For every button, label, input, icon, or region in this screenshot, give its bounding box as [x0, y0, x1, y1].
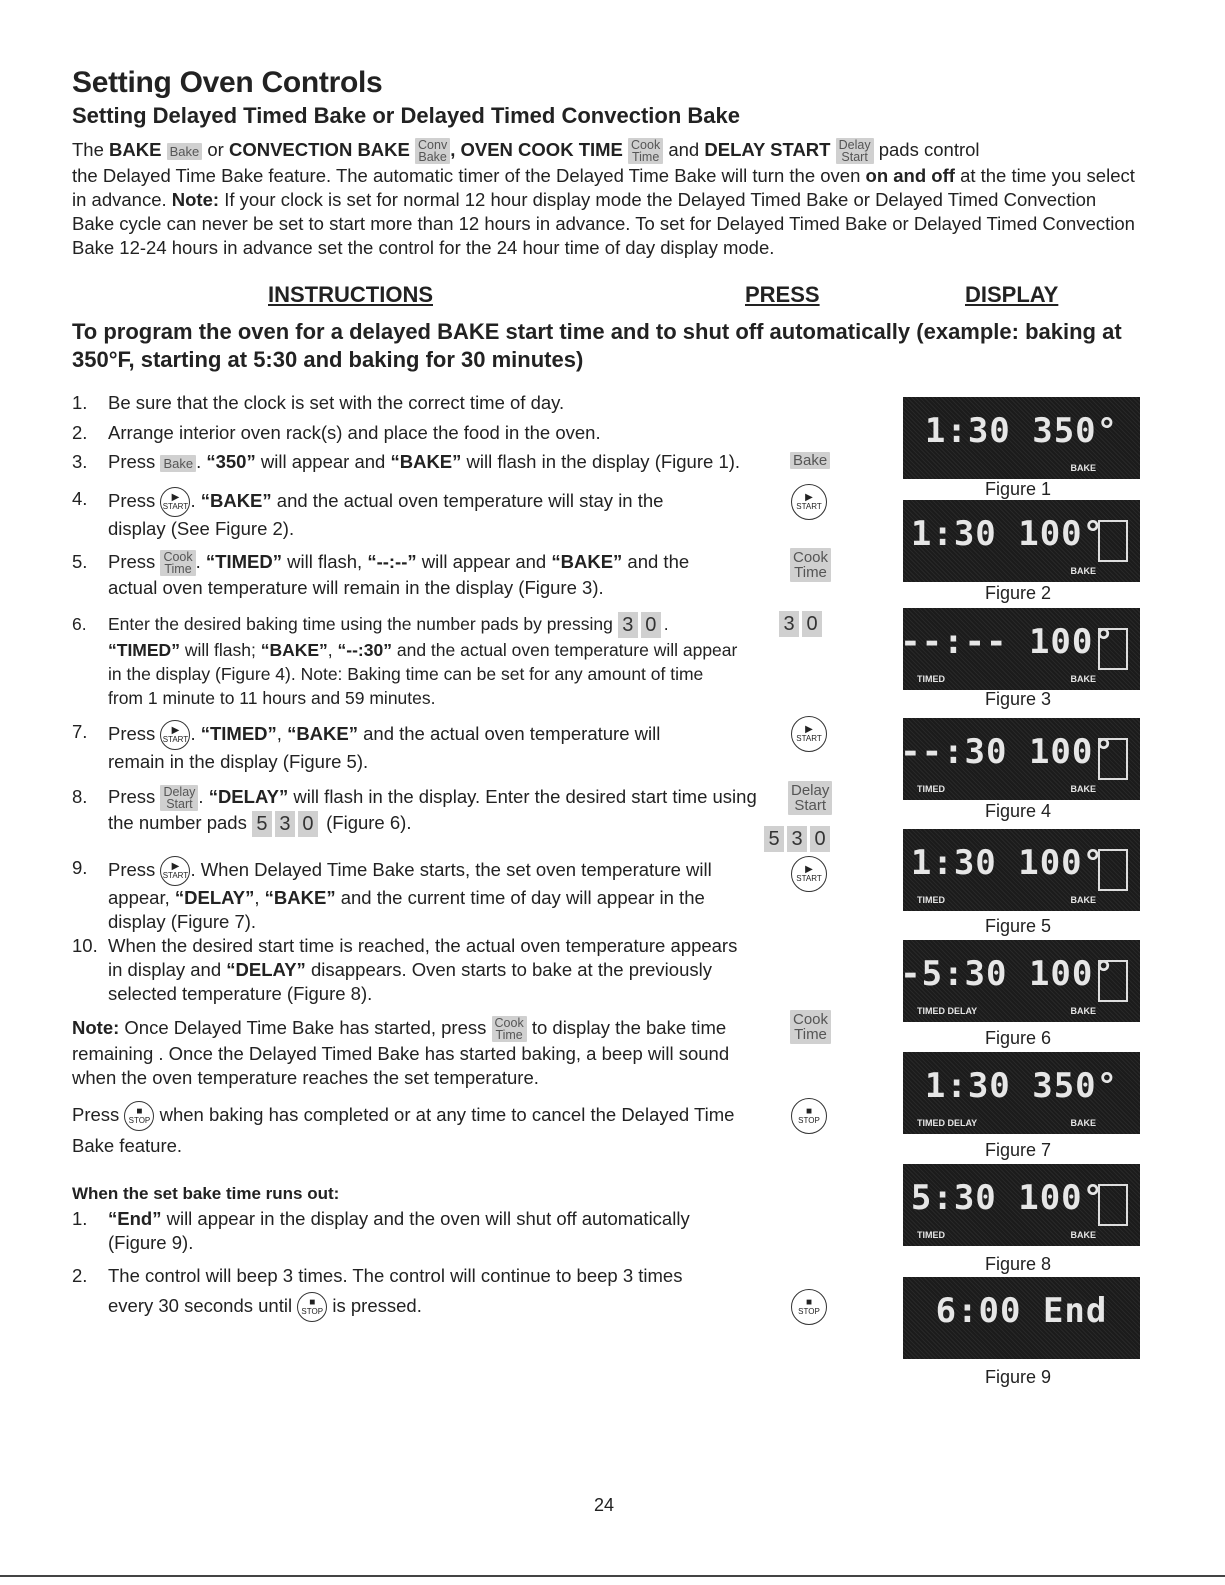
stop-paragraph: Press ■ STOP when baking has completed or at any time to cancel the Delayed Time Bake feature. — [72, 1100, 752, 1161]
cook-time-pad-icon: Cook Time — [492, 1016, 527, 1042]
intro-paragraph — [72, 138, 1142, 260]
intro-note-label: Note: — [171, 189, 220, 211]
intro-bake: BAKE — [109, 139, 162, 160]
number-pad-0: 0 — [641, 612, 661, 638]
step-2: 2. Arrange interior oven rack(s) and place the food in the oven. — [72, 422, 601, 443]
intro-onoff: on and off — [865, 165, 955, 187]
instructions-header: INSTRUCTIONS — [268, 282, 433, 307]
step-4: 4. Press ▶ START . “BAKE” and the actual oven temperature will stay in the display (See Figure 2). — [72, 488, 664, 539]
step-5: 5. Press Cook Time . “TIMED” will flash, “--:--” will appear and “BAKE” and the actual oven temperature will remain in the display (Figure 3). — [72, 550, 690, 599]
press-start-button[interactable]: ▶ START — [791, 716, 827, 752]
page-number: 24 — [594, 1495, 615, 1515]
runs-out-heading: When the set bake time runs out: — [72, 1184, 340, 1203]
press-header: PRESS — [745, 282, 820, 307]
number-pad-0: 0 — [298, 811, 318, 837]
runs-out-item-2: 2. The control will beep 3 times. The control will continue to beep 3 times every 30 seconds until ■ STOP is pressed. — [72, 1261, 732, 1322]
display-figure-5: 1:30 100° TIMED BAKE — [903, 829, 1140, 911]
stop-icon: ■ STOP — [124, 1101, 154, 1131]
press-stop-button[interactable]: ■ STOP — [791, 1289, 827, 1325]
intro-text: at the time you select in advance. — [72, 165, 1135, 211]
display-figure-4: --:30 100° TIMED BAKE — [903, 718, 1140, 800]
press-start-button[interactable]: ▶ START — [791, 484, 827, 520]
delay-start-pad-icon: Delay Start — [160, 785, 198, 811]
number-pad-5: 5 — [252, 811, 272, 837]
start-icon: ▶ START — [160, 487, 190, 517]
step-3: 3. Press Bake . “350” will appear and “BAKE” will flash in the display (Figure 1). — [72, 451, 741, 472]
intro-text: pads control — [878, 139, 980, 160]
figure-7-caption: Figure 7 — [985, 1140, 1052, 1160]
figure-2-caption: Figure 2 — [985, 583, 1052, 603]
display-figure-2: 1:30 100° BAKE — [903, 500, 1140, 582]
step-6: 6. Enter the desired baking time using the number pads by pressing 3 0 . “TIMED” will flash; “BAKE”, “--:30” and the actual oven temperature will appear in the display (Figure 4). Note: Baking time can be set for any amount of time from 1 minute to 11 hours and 59 minutes. — [72, 614, 738, 709]
number-pad-3: 3 — [275, 811, 295, 837]
step-9: 9. Press ▶ START . When Delayed Time Bake starts, the set oven temperature will appear, “DELAY”, “BAKE” and the current time of day will appear in the display (Figure 7). — [72, 857, 712, 932]
cook-time-pad-icon: Cook Time — [628, 138, 663, 164]
figure-3-caption: Figure 3 — [985, 689, 1052, 709]
intro-text: or — [207, 139, 224, 160]
program-heading: To program the oven for a delayed BAKE start time and to shut off automatically (example: baking at 350°F, starting at 5:30 and baking for 30 minutes) — [72, 319, 1122, 372]
figure-1-caption: Figure 1 — [985, 479, 1052, 499]
intro-conv: CONVECTION BAKE — [228, 139, 410, 160]
figure-6-caption: Figure 6 — [985, 1028, 1052, 1048]
intro-text: and — [668, 139, 700, 160]
intro-text: The — [72, 139, 104, 160]
display-figure-9: 6:00 End — [903, 1277, 1140, 1359]
display-figure-6: -5:30 100° TIMED DELAY BAKE — [903, 940, 1140, 1022]
intro-text: the Delayed Time Bake feature. The automatic timer of the Delayed Time Bake will turn the oven — [72, 165, 861, 187]
figure-9-caption: Figure 9 — [985, 1367, 1052, 1387]
figure-5-caption: Figure 5 — [985, 916, 1052, 936]
cook-time-pad-icon: Cook Time — [160, 550, 195, 576]
start-icon: ▶ START — [160, 856, 190, 886]
press-delay-start-pad[interactable]: Delay Start — [788, 781, 832, 815]
bake-pad-icon: Bake — [167, 143, 203, 160]
section-subtitle: Setting Delayed Timed Bake or Delayed Timed Convection Bake — [72, 103, 740, 128]
display-header: DISPLAY — [965, 282, 1059, 307]
display-figure-1: 1:30 350° BAKE — [903, 397, 1140, 479]
start-icon: ▶ START — [160, 720, 190, 750]
intro-text: If your clock is set for normal 12 hour display mode the Delayed Timed Bake or Delayed Timed Convection Bake cycle can never be set to start more than 12 hours in advance. To set for Delayed Timed Bake or Delayed Timed Convection Bake 12-24 hours in advance set the control for the 24 hour time of day display mode. — [72, 189, 1135, 259]
step-8: 8. Press Delay Start . “DELAY” will flash in the display. Enter the desired start time using the number pads 5 3 0 (Figure 6). — [72, 785, 757, 836]
note-paragraph: Note: Once Delayed Time Bake has started, press Cook Time to display the bake time remaining . Once the Delayed Timed Bake has started baking, a beep will sound when the oven temperature reaches the set temperature. — [72, 1016, 730, 1089]
step-1: 1. Be sure that the clock is set with the correct time of day. — [72, 392, 565, 413]
number-pad-3: 3 — [618, 612, 638, 638]
conv-bake-pad-icon: Conv Bake — [415, 138, 450, 164]
step-7: 7. Press ▶ START . “TIMED”, “BAKE” and the actual oven temperature will remain in the display (Figure 5). — [72, 721, 661, 772]
step-10: 10. When the desired start time is reached, the actual oven temperature appears in display and “DELAY” disappears. Oven starts to bake at the previously selected temperature (Figure 8). — [72, 935, 738, 1004]
intro-delay: DELAY START — [704, 139, 831, 160]
press-cook-time-pad[interactable]: Cook Time — [790, 1010, 831, 1044]
stop-icon: ■ STOP — [297, 1292, 327, 1322]
display-figure-3: --:-- 100° TIMED BAKE — [903, 608, 1140, 690]
press-number-pads-530[interactable]: 5 3 0 — [764, 826, 833, 852]
figure-4-caption: Figure 4 — [985, 801, 1052, 821]
press-cook-time-pad[interactable]: Cook Time — [790, 548, 831, 582]
bake-pad-icon: Bake — [160, 455, 196, 472]
bottom-divider — [0, 1575, 1225, 1577]
page-title: Setting Oven Controls — [72, 66, 383, 99]
display-figure-7: 1:30 350° TIMED DELAY BAKE — [903, 1052, 1140, 1134]
press-number-pads-30[interactable]: 3 0 — [779, 611, 825, 637]
figure-8-caption: Figure 8 — [985, 1254, 1052, 1274]
press-bake-pad[interactable]: Bake — [790, 452, 830, 469]
delay-start-pad-icon: Delay Start — [836, 138, 874, 164]
display-figure-8: 5:30 100° TIMED BAKE — [903, 1164, 1140, 1246]
press-start-button[interactable]: ▶ START — [791, 856, 827, 892]
press-stop-button[interactable]: ■ STOP — [791, 1098, 827, 1134]
runs-out-item-1: 1. “End” will appear in the display and the oven will shut off automatically (Figure 9). — [72, 1208, 690, 1253]
intro-cooktime: , OVEN COOK TIME — [450, 139, 623, 160]
